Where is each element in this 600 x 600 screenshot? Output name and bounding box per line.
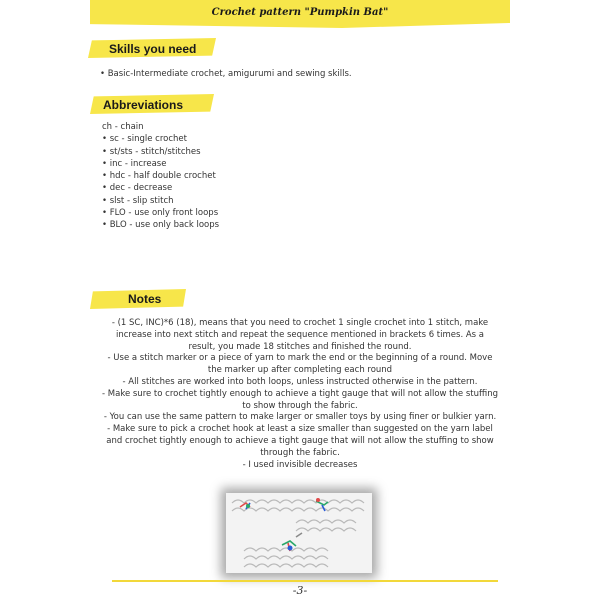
notes-heading: Notes	[128, 292, 162, 306]
notes-line: - I used invisible decreases	[242, 459, 358, 470]
notes-line: - Use a stitch marker or a piece of yarn to mark the end or the beginning of a round. Move	[107, 353, 493, 364]
notes-line: and crochet tightly enough to achieve a tight gauge that will not allow the stuffing to show	[106, 435, 494, 446]
notes-line: result, you made 18 stitches and finished the round.	[188, 341, 412, 352]
abbreviation-item: • inc - increase	[102, 158, 167, 169]
notes-line: to show through the fabric.	[242, 400, 358, 411]
abbreviations-heading: Abbreviations	[103, 98, 184, 112]
skills-text: • Basic-Intermediate crochet, amigurumi and sewing skills.	[100, 69, 352, 79]
notes-line: - All stitches are worked into both loops, unless instructed otherwise in the pattern.	[122, 376, 478, 387]
page-header-title: Crochet pattern "Pumpkin Bat"	[211, 7, 389, 18]
crochet-stitch-drawing	[226, 493, 372, 573]
skills-heading: Skills you need	[109, 42, 197, 56]
crochet-stitch-illustration	[226, 493, 372, 573]
abbreviation-item: • st/sts - stitch/stitches	[102, 146, 201, 157]
notes-line: - Make sure to pick a crochet hook at least a size smaller than suggested on the yarn label	[107, 424, 493, 435]
notes-line: increase into next stitch and repeat the sequence mentioned in brackets 6 times. As a	[115, 329, 484, 340]
abbreviation-item: ch - chain	[102, 122, 144, 132]
notes-line: through the fabric.	[260, 447, 340, 458]
abbreviation-item: • slst - slip stitch	[102, 195, 174, 206]
abbreviation-item: • sc - single crochet	[102, 134, 187, 145]
footer-divider	[112, 580, 498, 582]
abbreviation-item: • BLO - use only back loops	[102, 220, 220, 231]
abbreviation-item: • hdc - half double crochet	[102, 171, 216, 182]
page-number: -3-	[292, 584, 308, 597]
abbreviation-item: • dec - decrease	[102, 183, 173, 194]
abbreviations-list	[102, 121, 219, 232]
abbreviation-item: • FLO - use only front loops	[102, 208, 219, 219]
notes-text	[96, 318, 504, 471]
notes-line: - Make sure to crochet tightly enough to achieve a tight gauge that will not allow the stuffing	[102, 388, 498, 399]
notes-line: - You can use the same pattern to make larger or smaller toys by using finer or bulkier yarn.	[103, 412, 497, 423]
notes-line: - (1 SC, INC)*6 (18), means that you need to crochet 1 single crochet into 1 stitch, make	[111, 318, 489, 328]
notes-line: the marker up after completing each round	[207, 365, 393, 376]
